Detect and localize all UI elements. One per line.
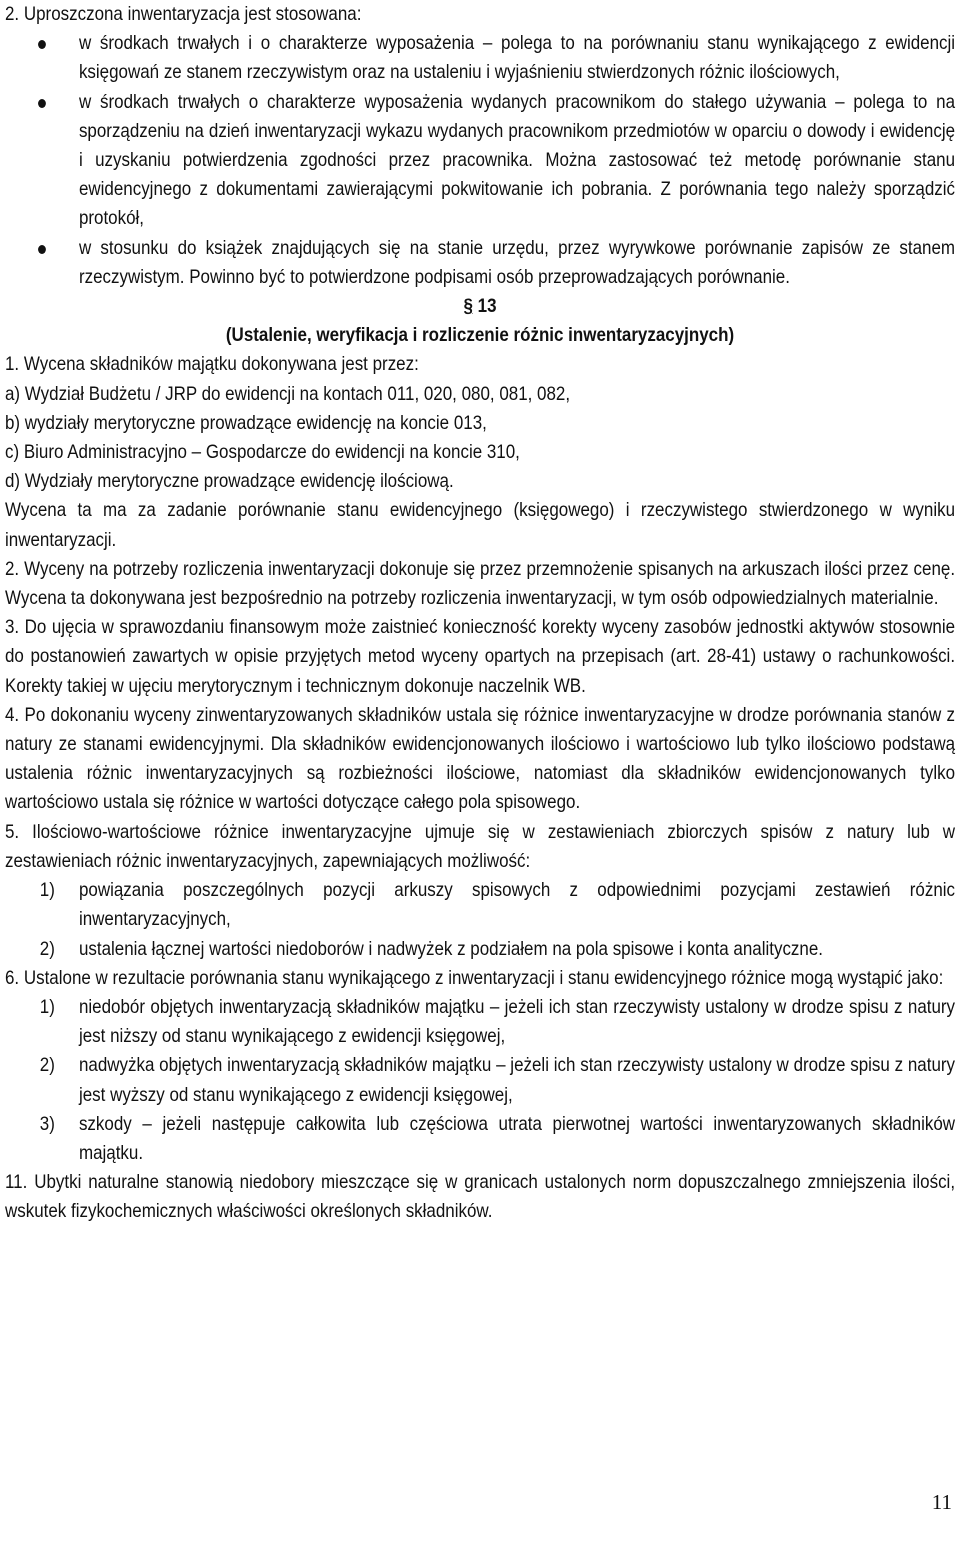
list-number: 1) bbox=[39, 995, 55, 1018]
section-heading bbox=[5, 292, 955, 321]
paragraph-2: 2. Wyceny na potrzeby rozliczenia inwentaryzacji dokonuje się przez przemnożenie spisanych na arkuszach ilości przez cenę. Wycena ta dokonywana jest bezpośrednio na potrzeby rozliczenia inwentaryzacji, w tym osób odpowiedzialnych materialnie. bbox=[5, 557, 956, 610]
section-title: (Ustalenie, weryfikacja i rozliczenie różnic inwentaryzacyjnych) bbox=[225, 324, 735, 347]
bullet-text: w środkach trwałych i o charakterze wyposażenia – polega to na porównaniu stanu wynikającego z ewidencji księgowań ze stanem rzeczywistym oraz na ustaleniu i wyjaśnieniu stwierdzonych różnic ilościowych, bbox=[78, 32, 956, 84]
bullet-dot-icon bbox=[38, 245, 46, 254]
list-text: niedobór objętych inwentaryzacją składników majątku – jeżeli ich stan rzeczywisty ustalony w drodze spisu z natury jest niższy od stanu wynikającego z ewidencji księgowej, bbox=[78, 995, 956, 1048]
list-number: 2) bbox=[39, 937, 55, 960]
document-page bbox=[5, 0, 955, 1227]
bullet-text: w środkach trwałych o charakterze wyposażenia wydanych pracownikom do stałego używania – polega to na sporządzeniu na dzień inwentaryzacji wykazu wydanych pracownikom przedmiotów w oparciu o dowody i ewidencję i uzyskaniu potwierdzenia zgodności przez pracownika. Można zastosować też metodę porównanie stanu ewidencyjnego z dokumentami zawierającymi pokwitowanie ich pobrania. Z porównania tego należy sporządzić protokół, bbox=[78, 90, 956, 230]
list-text: powiązania poszczególnych pozycji arkuszy spisowych z odpowiednimi pozycjami zestawień różnic inwentaryzacyjnych, bbox=[78, 879, 956, 931]
paragraph-5: 5. Ilościowo-wartościowe różnice inwentaryzacyjne ujmuje się w zestawieniach zbiorczych spisów z natury lub w zestawieniach różnic inwentaryzacyjnych, zapewniających możliwość: bbox=[5, 820, 956, 872]
intro-line: 2. Uproszczona inwentaryzacja jest stosowana: bbox=[5, 3, 362, 25]
paragraph-3: 3. Do ujęcia w sprawozdaniu finansowym może zaistnieć konieczność korekty wyceny zasobów jednostki aktywów stosownie do postanowień zawartych w opisie przyjętych metod wyceny opartych na przepisach (art. 28-41) ustawy o rachunkowości. Korekty takiej w ujęciu merytorycznym i technicznym dokonuje naczelnik WB. bbox=[5, 616, 956, 697]
list-number: 1) bbox=[39, 879, 55, 902]
paragraph-1e: Wycena ta ma za zadanie porównanie stanu ewidencyjnego (księgowego) i rzeczywistego stwierdzonego w wyniku inwentaryzacji. bbox=[5, 499, 956, 551]
paragraph-1d: d) Wydziały merytoryczne prowadzące ewidencję ilościową. bbox=[5, 470, 454, 493]
paragraph-1b: b) wydziały merytoryczne prowadzące ewidencję na koncie 013, bbox=[5, 411, 487, 434]
list-item bbox=[5, 876, 955, 934]
paragraph-11: 11. Ubytki naturalne stanowią niedobory mieszczące się w granicach ustalonych norm dopuszczalnego zmniejszenia ilości, wskutek fizykochemicznych właściwości określonych składników. bbox=[5, 1171, 956, 1223]
list-text: ustalenia łącznej wartości niedoborów i nadwyżek z podziałem na pola spisowe i konta analityczne. bbox=[78, 937, 824, 960]
paragraph-1a: a) Wydział Budżetu / JRP do ewidencji na kontach 011, 020, 080, 081, 082, bbox=[5, 382, 571, 405]
list-number: 3) bbox=[39, 1112, 55, 1135]
page-number: 11 bbox=[931, 1490, 952, 1514]
paragraph-1c: c) Biuro Administracyjno – Gospodarcze do ewidencji na koncie 310, bbox=[5, 441, 520, 464]
paragraph-6: 6. Ustalone w rezultacie porównania stanu wynikającego z inwentaryzacji i stanu ewidencyjnego różnice mogą wystąpić jako: bbox=[5, 966, 944, 989]
list-number: 2) bbox=[39, 1054, 55, 1077]
section-number: 13 bbox=[477, 295, 497, 318]
bullet-dot-icon bbox=[38, 40, 46, 49]
list-text: nadwyżka objętych inwentaryzacją składników majątku – jeżeli ich stan rzeczywisty ustalony w drodze spisu z natury jest wyższy od stanu wynikającego z ewidencji księgowej, bbox=[78, 1054, 956, 1106]
list-item bbox=[5, 993, 955, 1051]
bullet-dot-icon bbox=[38, 99, 46, 108]
list-item bbox=[5, 1051, 955, 1109]
paragraph-4: 4. Po dokonaniu wyceny zinwentaryzowanych składników ustala się różnice inwentaryzacyjne w drodze porównania stanów z natury ze stanami ewidencyjnymi. Dla składników ewidencjonowanych ilościowo i wartościowo lub tylko ilościowo podstawą ustalenia różnic inwentaryzacyjnych są rozbieżności ilościowe, natomiast dla składników ewidencjonowanych tylko wartościowo ustala się różnice w wartości dotyczące całego pola spisowego. bbox=[5, 703, 956, 814]
list-item bbox=[5, 935, 955, 964]
bullet-item bbox=[5, 88, 955, 234]
bullet-text: w stosunku do książek znajdujących się na stanie urzędu, przez wyrywkowe porównanie zapisów ze stanem rzeczywistym. Powinno być to potwierdzone podpisami osób przeprowadzających porównanie. bbox=[78, 236, 956, 288]
paragraph-1: 1. Wycena składników majątku dokonywana jest przez: bbox=[5, 353, 419, 376]
section-sign: § bbox=[463, 295, 473, 318]
list-text: szkody – jeżeli następuje całkowita lub częściowa utrata pierwotnej wartości inwentaryzowanych składników majątku. bbox=[78, 1112, 956, 1164]
bullet-item bbox=[5, 29, 955, 87]
list-item bbox=[5, 1110, 955, 1168]
bullet-item bbox=[5, 234, 955, 292]
